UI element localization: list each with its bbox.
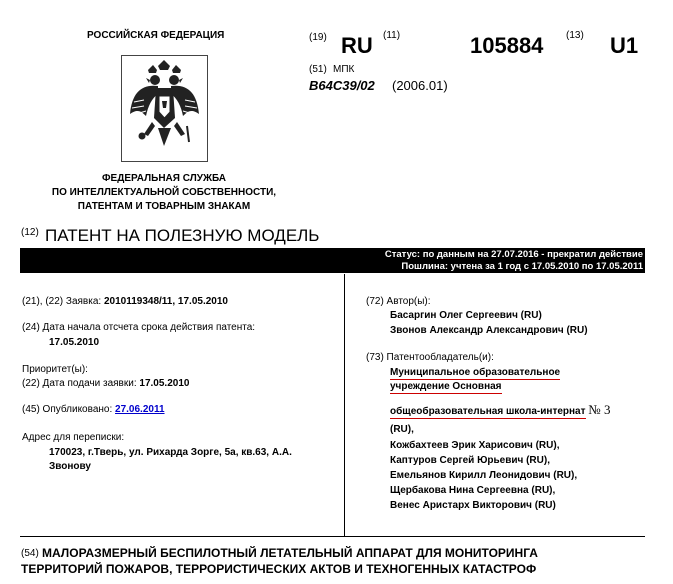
- owner-line-2-text: учреждение Основная: [390, 381, 502, 392]
- invention-title-line-1: МАЛОРАЗМЕРНЫЙ БЕСПИЛОТНЫЙ ЛЕТАТЕЛЬНЫЙ АППАРАТ ДЛЯ МОНИТОРИНГА: [42, 546, 538, 560]
- owner-line-3-text: общеобразовательная школа-интернат: [390, 406, 586, 417]
- owner-line-1: [390, 367, 560, 378]
- published-label: (45) Опубликовано:: [22, 404, 113, 415]
- filing-date-field: [22, 378, 189, 389]
- co-owner-1: Кожбахтеев Эрик Харисович (RU),: [390, 440, 560, 451]
- bottom-rule: [20, 536, 645, 537]
- agency-line-2: ПО ИНТЕЛЛЕКТУАЛЬНОЙ СОБСТВЕННОСТИ,: [51, 187, 277, 198]
- document-title: ПАТЕНТ НА ПОЛЕЗНУЮ МОДЕЛЬ: [45, 226, 320, 245]
- owner-number: № 3: [588, 402, 611, 417]
- owner-country: (RU),: [390, 424, 414, 435]
- country-code: RU: [341, 33, 373, 58]
- application-value: 2010119348/11, 17.05.2010: [103, 296, 228, 307]
- fee-text: Пошлина: учтена за 1 год с 17.05.2010 по 17.05.2011: [401, 261, 643, 272]
- ipc-class: B64C39/02: [309, 78, 375, 93]
- emblem-frame: [121, 55, 208, 162]
- author-1: Басаргин Олег Сергеевич (RU): [390, 310, 542, 321]
- filing-date-label: (22) Дата подачи заявки:: [22, 378, 137, 389]
- code-12: (12): [21, 227, 39, 238]
- invention-title-line-2: ТЕРРИТОРИЙ ПОЖАРОВ, ТЕРРОРИСТИЧЕСКИХ АКТОВ И ТЕХНОГЕННЫХ КАТАСТРОФ: [21, 562, 537, 576]
- owner-line-2: [390, 381, 502, 392]
- address-label: Адрес для переписки:: [22, 432, 125, 443]
- start-date-label: (24) Дата начала отсчета срока действия патента:: [22, 322, 256, 333]
- agency-line-1: ФЕДЕРАЛЬНАЯ СЛУЖБА: [101, 173, 227, 184]
- address-line-2: Звонову: [49, 461, 91, 472]
- address-line-1: 170023, г.Тверь, ул. Рихарда Зорге, 5а, кв.63, А.А.: [49, 447, 292, 458]
- ipc-version: (2006.01): [392, 78, 448, 93]
- application-field: [22, 296, 228, 307]
- code-11: (11): [383, 30, 401, 41]
- russian-coat-of-arms-icon: [122, 56, 207, 161]
- code-51: (51): [309, 64, 327, 75]
- co-owner-3: Емельянов Кирилл Леонидович (RU),: [390, 470, 578, 481]
- filing-date-value: 17.05.2010: [139, 378, 190, 389]
- author-2: Звонов Александр Александрович (RU): [390, 325, 588, 336]
- kind-code: U1: [610, 33, 639, 58]
- published-field: [22, 404, 165, 415]
- mpk-label: МПК: [333, 64, 355, 75]
- code-19: (19): [309, 32, 327, 43]
- owner-line-3: [390, 402, 610, 418]
- authors-label: (72) Автор(ы):: [366, 296, 431, 307]
- agency-line-3: ПАТЕНТАМ И ТОВАРНЫМ ЗНАКАМ: [77, 201, 251, 212]
- code-13: (13): [566, 30, 584, 41]
- code-54: (54): [21, 548, 39, 559]
- owner-label: (73) Патентообладатель(и):: [366, 352, 494, 363]
- country-name: РОССИЙСКАЯ ФЕДЕРАЦИЯ: [87, 30, 225, 41]
- status-text: Статус: по данным на 27.07.2016 - прекратил действие: [384, 249, 643, 260]
- patent-number: 105884: [470, 33, 544, 58]
- application-label: (21), (22) Заявка:: [22, 296, 102, 307]
- owner-line-1-text: Муниципальное образовательное: [390, 367, 561, 378]
- start-date-value: 17.05.2010: [49, 337, 100, 348]
- co-owner-4: Щербакова Нина Сергеевна (RU),: [390, 485, 556, 496]
- published-date-link[interactable]: 27.06.2011: [115, 404, 165, 415]
- priority-label: Приоритет(ы):: [22, 364, 88, 375]
- co-owner-5: Венес Аристарх Викторович (RU): [390, 500, 556, 511]
- column-divider: [344, 274, 345, 536]
- co-owner-2: Каптуров Сергей Юрьевич (RU),: [390, 455, 550, 466]
